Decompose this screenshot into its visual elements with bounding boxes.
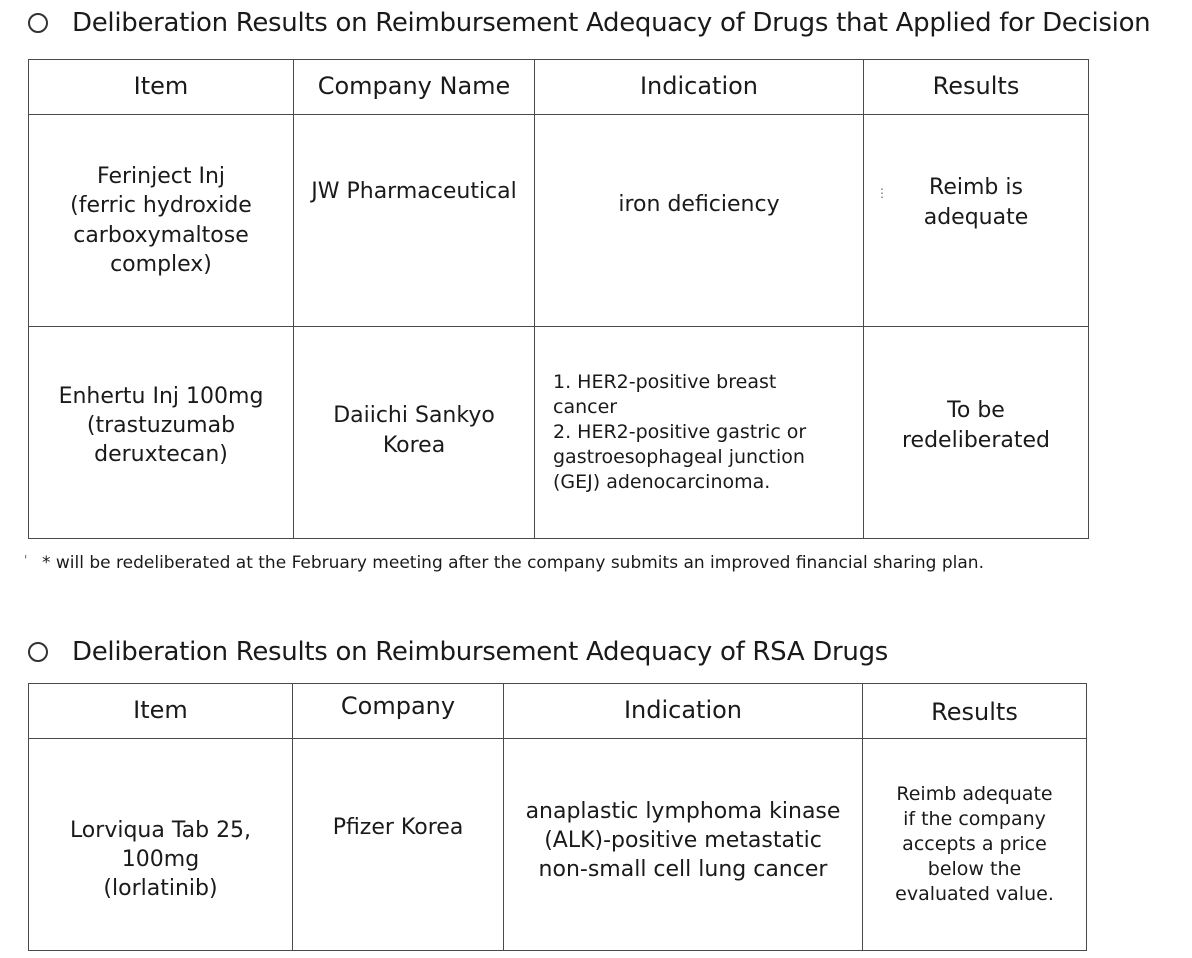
circle-bullet-icon xyxy=(28,13,48,33)
cell-company: JW Pharmaceutical xyxy=(294,115,535,327)
header-results: Results xyxy=(864,60,1089,115)
cell-company: Daiichi Sankyo Korea xyxy=(294,327,535,539)
section-1-heading xyxy=(28,8,1150,38)
cell-item: Enhertu Inj 100mg (trastuzumab deruxtecan) xyxy=(29,327,294,539)
header-results: Results xyxy=(863,684,1087,739)
section-1-title: Deliberation Results on Reimbursement Adequacy of Drugs that Applied for Decision xyxy=(72,8,1151,38)
cell-results: Reimb adequate if the company accepts a price below the evaluated value. xyxy=(863,739,1087,951)
table-header-row xyxy=(29,684,1087,739)
drugs-decision-table xyxy=(28,59,1089,539)
footnote-marker: ' xyxy=(24,553,28,567)
section-2-heading xyxy=(28,637,888,667)
table-row xyxy=(29,327,1089,539)
footnote: * will be redeliberated at the February meeting after the company submits an improved financial sharing plan. xyxy=(42,553,984,573)
cell-results: Reimb is adequate xyxy=(864,115,1089,327)
cell-indication: anaplastic lymphoma kinase (ALK)-positive metastatic non-small cell lung cancer xyxy=(504,739,863,951)
cell-item: Lorviqua Tab 25, 100mg (lorlatinib) xyxy=(29,739,293,951)
scan-artifact-mark: ⋮ xyxy=(876,186,888,200)
cell-item: Ferinject Inj (ferric hydroxide carboxymaltose complex) xyxy=(29,115,294,327)
cell-results: To be redeliberated xyxy=(864,327,1089,539)
section-2-title: Deliberation Results on Reimbursement Adequacy of RSA Drugs xyxy=(72,637,889,667)
table-row xyxy=(29,739,1087,951)
circle-bullet-icon xyxy=(28,642,48,662)
cell-indication: iron deficiency xyxy=(535,115,864,327)
cell-indication: 1. HER2-positive breast cancer 2. HER2-positive gastric or gastroesophageal junction (GEJ) adenocarcinoma. xyxy=(535,327,864,539)
rsa-drugs-table xyxy=(28,683,1087,951)
header-item: Item xyxy=(29,684,293,739)
header-company: Company Name xyxy=(294,60,535,115)
header-indication: Indication xyxy=(535,60,864,115)
header-company: Company xyxy=(293,684,504,739)
header-item: Item xyxy=(29,60,294,115)
header-indication: Indication xyxy=(504,684,863,739)
table-row xyxy=(29,115,1089,327)
table-header-row xyxy=(29,60,1089,115)
cell-company: Pfizer Korea xyxy=(293,739,504,951)
